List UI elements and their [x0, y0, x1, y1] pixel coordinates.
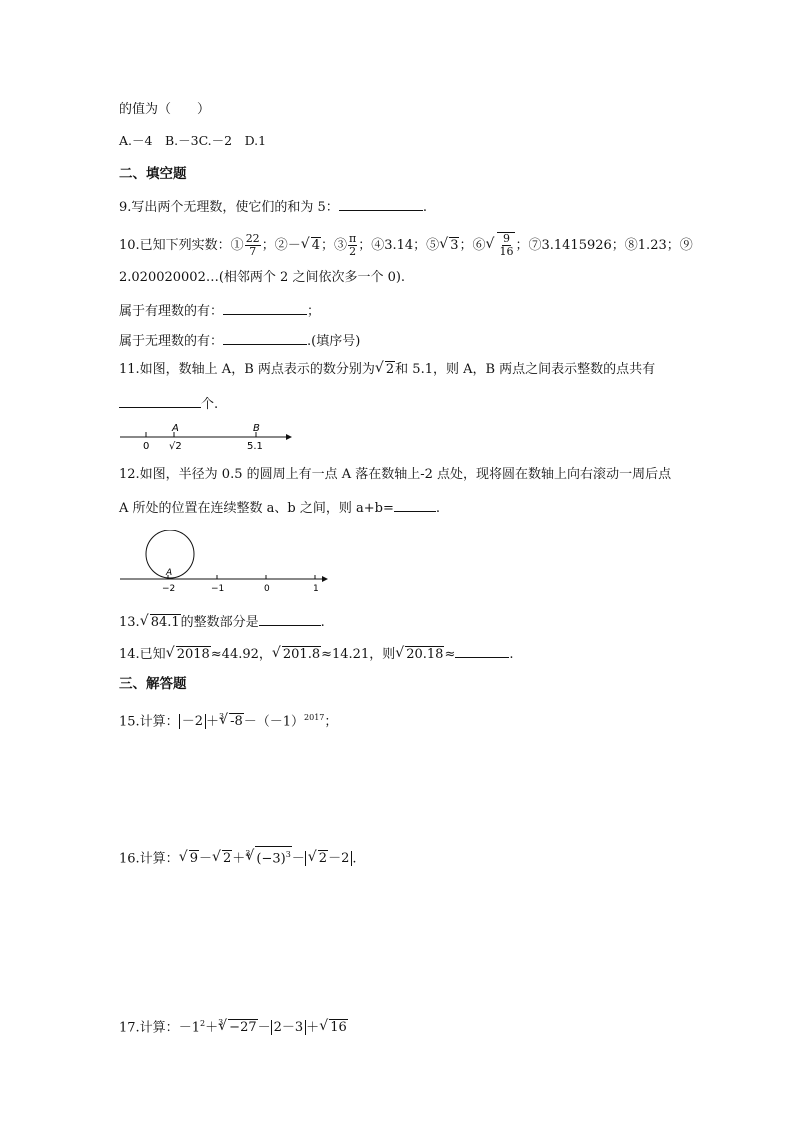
q12-tick-neg2: −2 — [162, 584, 176, 594]
q13-answer-blank[interactable] — [259, 611, 321, 626]
q12-tick-0: 0 — [264, 584, 270, 594]
q10-irrational-blank[interactable] — [223, 330, 307, 345]
q10-sqrt-6: √ $\frac{9}{16}$ — [486, 229, 515, 263]
q10-line2: 2.020020002…(相邻两个 2 之间依次多一个 0). — [119, 270, 406, 285]
question-15: 15.计算： －2 ＋$^3$√ $-8-(-1)^{2017}$； — [119, 709, 337, 732]
q12-tick-1: 1 — [313, 584, 319, 594]
q10-fraction-1: $\frac{22}{7}$ — [245, 232, 260, 258]
q12-number-line-figure — [118, 530, 333, 594]
q11-sqrt: √ 2 — [376, 361, 395, 379]
q11-answer-blank[interactable] — [119, 393, 201, 408]
q10-sqrt-2: √ 4 — [302, 229, 321, 263]
q11-label-b: B — [253, 423, 260, 434]
section-solve-title: 三、解答题 — [119, 676, 187, 692]
q12-tick-neg1: −1 — [211, 584, 225, 594]
q14-answer-blank[interactable] — [455, 643, 509, 658]
q11-label-a: A — [172, 423, 179, 434]
q11-tick-b: 5.1 — [247, 441, 263, 452]
question-16: 16.计算：√ 9－√ 2＋$^3$√ $(-3)^3-√$ 2－2 . — [119, 846, 357, 870]
q12-answer-blank[interactable] — [394, 497, 436, 512]
q11-tick-zero: 0 — [143, 441, 150, 452]
q8-options: A.－4 B.－3C.－2 D.1 — [119, 133, 267, 148]
q9-answer-blank[interactable] — [339, 196, 423, 211]
question-10: 10.已知下列实数：① $\frac{22}{7}$ ；②－√ 4；③ $\frac{\pi}{2}$ ；④3.14；⑤√ 3；⑥ √ $\frac{9}{16}$ ；⑦3.1415926；⑧1.23；⑨ — [119, 229, 693, 263]
q12-line2: A 所处的位置在连续整数 a、b 之间，则 a+b= . — [119, 497, 440, 518]
q8-tail: 的值为（ ） — [119, 102, 211, 117]
question-11: 11.如图，数轴上 A，B 两点表示的数分别为√ 2和 5.1，则 A，B 两点之间表示整数的点共有 — [119, 361, 655, 379]
q11-line2: 个. — [119, 393, 218, 414]
question-9 — [119, 196, 427, 217]
q10-rational: 属于有理数的有： ； — [119, 300, 320, 321]
q12-label-a: A — [166, 568, 173, 578]
q10-fraction-3: $\frac{\pi}{2}$ — [349, 232, 357, 258]
q12-line1: 12.如图，半径为 0.5 的圆周上有一点 A 落在数轴上-2 点处，现将圆在数轴上向右滚动一周后点 — [119, 467, 672, 482]
question-13: 13.√ 84.1的整数部分是 . — [119, 611, 325, 632]
q10-rational-blank[interactable] — [223, 300, 307, 315]
q10-sqrt-5: √ 3 — [440, 229, 459, 263]
question-17: 17.计算：$-1^2+^3√ -27- 2-3$ ＋√ 16 — [119, 1012, 348, 1036]
q10-prefix: 10.已知下列实数：① — [119, 238, 244, 253]
q9-text: 9.写出两个无理数，使它们的和为 5： — [119, 200, 339, 215]
section-fill-in-title: 二、填空题 — [119, 166, 187, 182]
q13-sqrt: √ 84.1 — [141, 614, 181, 632]
q9-end: . — [422, 200, 427, 215]
q11-number-line — [116, 418, 300, 454]
q11-tick-a: √2 — [169, 441, 182, 452]
q10-irrational: 属于无理数的有： .(填序号) — [119, 330, 360, 351]
question-14: 14.已知√ 2018≈44.92，√ 201.8≈14.21，则√ 20.18≈ . — [119, 643, 513, 664]
